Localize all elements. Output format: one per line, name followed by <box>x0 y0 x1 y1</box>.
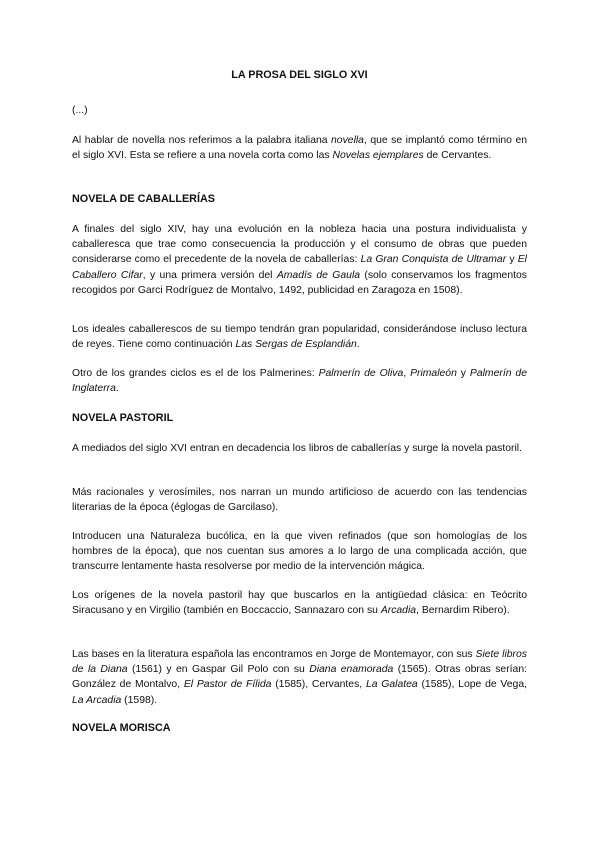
paragraph-pastoril-4 <box>72 588 527 618</box>
text-run: Los orígenes de la novela pastoril hay que buscarlos en la antigüedad clásica: en Teócrito Siracusano y en Virgilio (también en Boccaccio, Sannazaro con su <box>72 590 527 617</box>
italic-title: El Pastor de Fílida <box>183 679 272 691</box>
italic-title: La Arcadia <box>72 694 122 706</box>
text-run: (1565). Otras obras serían: González de Montalvo, <box>72 664 527 691</box>
italic-title: La Galatea <box>365 679 418 691</box>
text-run: y <box>506 254 518 266</box>
text-run: (1585), Cervantes, <box>271 679 366 691</box>
text-run: Al hablar de novella nos referimos a la palabra italiana <box>72 135 332 146</box>
paragraph-caballerias-2 <box>72 322 527 352</box>
italic-title: Palmerín de Oliva <box>318 368 404 379</box>
text-run: , <box>403 368 411 379</box>
intro-paragraph <box>72 133 527 163</box>
italic-title: Las Sergas de Esplandián <box>235 339 357 351</box>
paragraph-pastoril-5 <box>72 647 527 708</box>
text-run: A mediados del siglo XVI entran en decadencia los libros de caballerías y surge la novela pastoril. <box>72 443 522 454</box>
text-run: Más racionales y verosímiles, nos narran un mundo artificioso de acuerdo con las tendencias literarias de la época (églogas de Garcilaso). <box>72 487 527 514</box>
text-run: . <box>356 339 360 351</box>
paragraph-pastoril-3 <box>72 529 527 575</box>
italic-title: Siete libros de la Diana <box>72 649 527 676</box>
text-run: (1598). <box>121 694 158 706</box>
text-run: , que se implantó como término en el siglo XVI. Esta se refiere a una novela corta como las <box>72 135 527 162</box>
text-run: Otro de los grandes ciclos es el de los Palmerines: <box>72 368 319 379</box>
paragraph-caballerias-1 <box>72 222 527 298</box>
italic-title: Diana enamorada <box>309 664 394 676</box>
text-run: de Cervantes. <box>423 150 492 162</box>
italic-title: Amadís de Gaula <box>276 269 361 281</box>
section-heading-pastoril: NOVELA PASTORIL <box>72 412 174 424</box>
text-run: Los ideales caballerescos de su tiempo tendrán gran popularidad, considerándose incluso lectura de reyes. Tiene como continuación <box>72 324 527 351</box>
ellipsis-line: (...) <box>72 105 88 116</box>
text-run: . <box>115 383 119 395</box>
italic-title: La Gran Conquista de Ultramar <box>360 254 507 266</box>
text-run: (solo conservamos los fragmentos recogidos por Garci Rodríguez de Montalvo, 1492, publicidad en Zaragoza en 1508). <box>72 269 527 296</box>
section-heading-morisca: NOVELA MORISCA <box>72 722 171 734</box>
paragraph-pastoril-2 <box>72 485 527 515</box>
text-run: Introducen una Naturaleza bucólica, en la que viven refinados (que son homologías de los hombres de la época), que nos cuentan sus amores a lo largo de una complicada acción, que transcurre lentamente hasta resolverse por medio de la intervención mágica. <box>72 531 527 573</box>
italic-title: novella <box>331 135 364 146</box>
italic-title: Novelas ejemplares <box>332 150 424 162</box>
italic-title: Primaleón <box>410 368 457 379</box>
text-run: A finales del siglo XIV, hay una evolución en la nobleza hacia una postura individualista y caballeresca que trae como consecuencia la producción y el consumo de obras que pueden considerarse como el precedente de la novela de caballerías: <box>72 224 527 266</box>
document-title: LA PROSA DEL SIGLO XVI <box>231 69 368 81</box>
italic-title: Arcadia <box>380 605 417 617</box>
text-run: , Bernardim Ribero). <box>416 605 510 617</box>
text-run: (1585), Lope de Vega, <box>417 679 527 691</box>
text-run: y <box>456 368 470 379</box>
text-run: (1561) y en Gaspar Gil Polo con su <box>127 664 310 676</box>
section-heading-caballerias: NOVELA DE CABALLERÍAS <box>72 193 215 205</box>
italic-title: Palmerín de Inglaterra <box>72 368 527 395</box>
paragraph-caballerias-3 <box>72 366 527 396</box>
italic-title: El Caballero Cifar <box>72 254 527 281</box>
text-run: , y una primera versión del <box>142 269 277 281</box>
paragraph-pastoril-1 <box>72 441 527 456</box>
text-run: Las bases en la literatura española las encontramos en Jorge de Montemayor, con sus <box>72 649 476 660</box>
